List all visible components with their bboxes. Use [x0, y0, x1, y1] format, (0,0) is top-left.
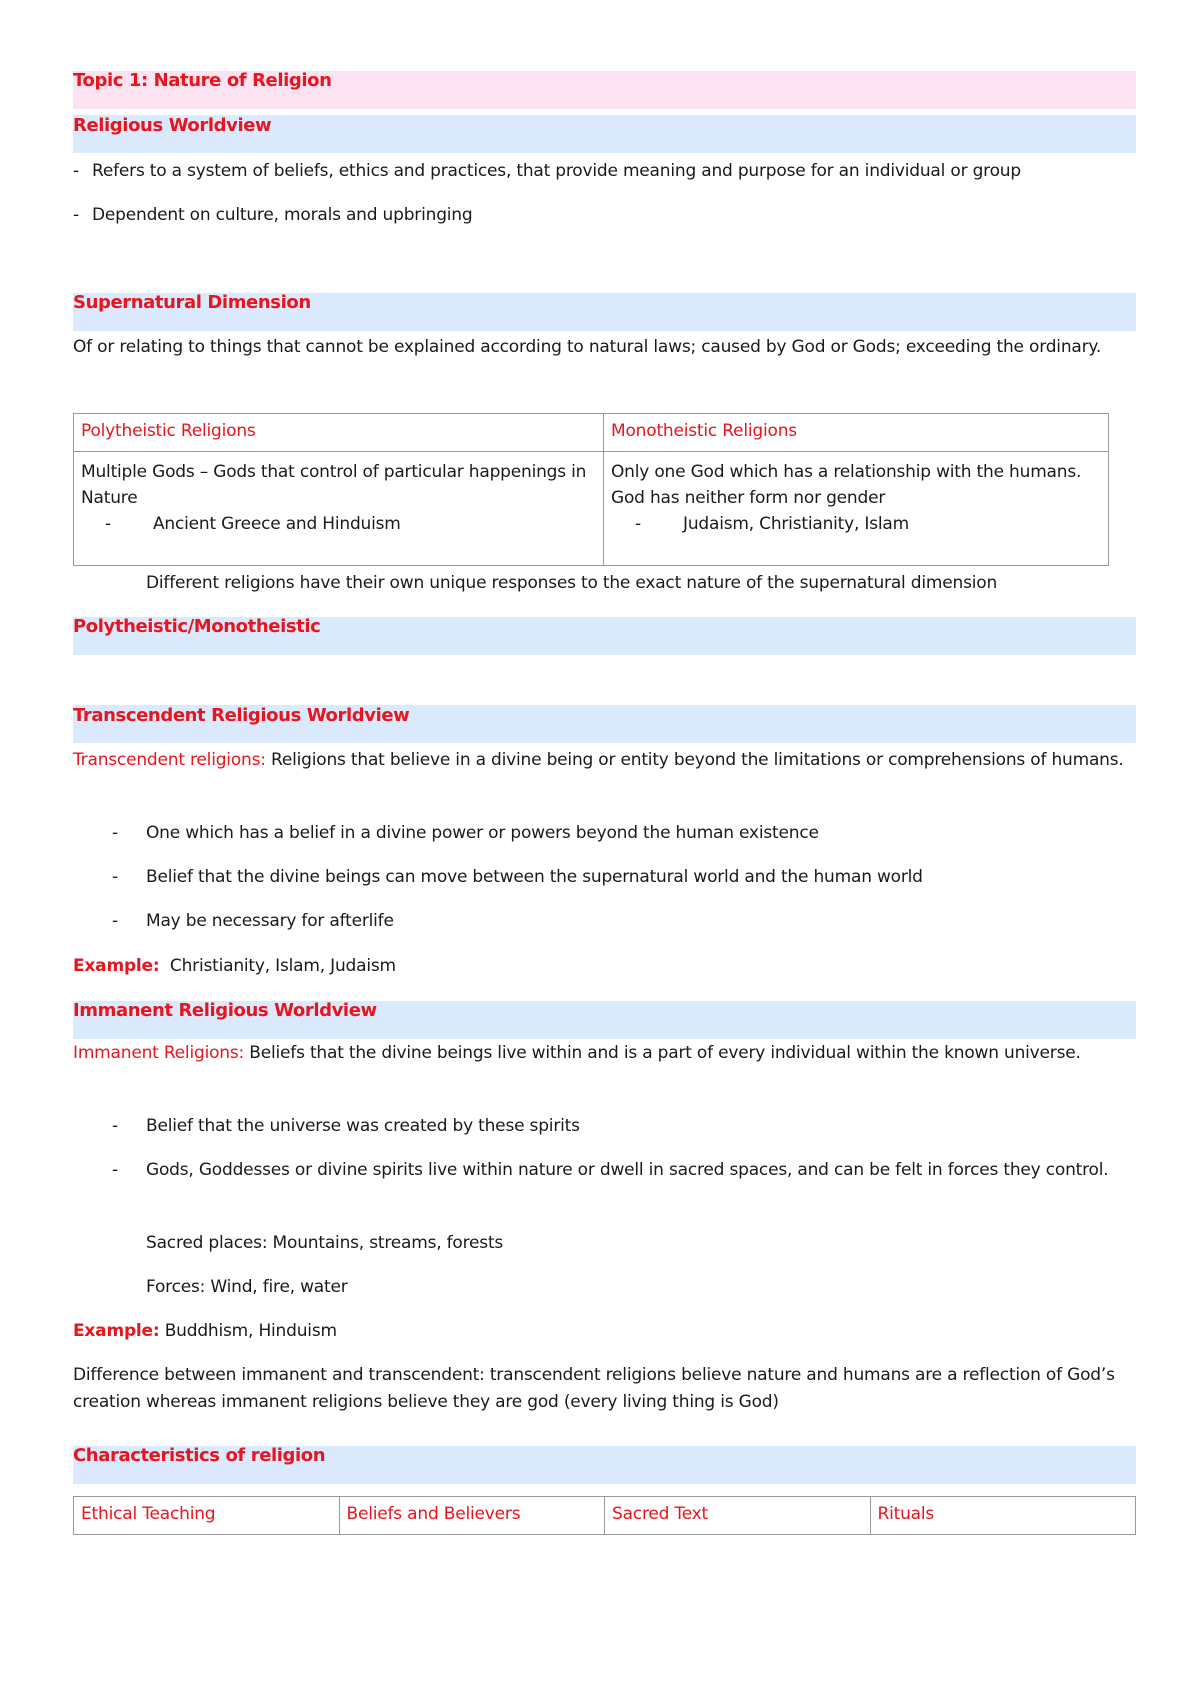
page-title: Topic 1: Nature of Religion: [73, 70, 332, 91]
polytheistic-example: [81, 511, 596, 537]
transcendent-definition: [73, 747, 1136, 774]
dash-icon: -: [73, 161, 80, 181]
polytheistic-header: Polytheistic Religions: [81, 421, 256, 441]
transcendent-heading: Transcendent Religious Worldview: [73, 705, 410, 726]
sacred-places: Sacred places: Mountains, streams, forests: [146, 1233, 504, 1253]
dash-icon: -: [112, 1160, 119, 1180]
monotheistic-example: [611, 511, 1101, 537]
characteristic-cell: [339, 1497, 605, 1535]
dash-icon: -: [105, 514, 111, 534]
forces: Forces: Wind, fire, water: [146, 1277, 348, 1297]
immanent-definition: [73, 1040, 1136, 1067]
immanent-definition-text: Beliefs that the divine beings live within and is a part of every individual within the known universe.: [244, 1043, 1081, 1063]
transcendent-definition-text: Religions that believe in a divine being or entity beyond the limitations or comprehensions of humans.: [265, 750, 1124, 770]
dash-icon: -: [112, 911, 119, 931]
characteristic-cell: [870, 1497, 1136, 1535]
characteristic-sacred-text: Sacred Text: [612, 1504, 709, 1524]
immanent-bullet-1: Belief that the universe was created by these spirits: [146, 1116, 580, 1136]
transcendent-term: Transcendent religions:: [73, 750, 266, 770]
dash-icon: -: [112, 867, 119, 887]
difference-paragraph: Difference between immanent and transcendent: transcendent religions believe nature and humans are a reflection of God’s creation whereas immanent religions believe they are god (every living thing is God): [73, 1365, 1115, 1412]
table-cell: [604, 452, 1109, 566]
example-label: Example:: [73, 956, 160, 976]
immanent-bullet-2: Gods, Goddesses or divine spirits live within nature or dwell in sacred spaces, and can be felt in forces they control.: [146, 1160, 1109, 1180]
immanent-example-text: Buddhism, Hinduism: [159, 1321, 337, 1341]
immanent-example: [73, 1318, 1136, 1345]
characteristics-table: [73, 1496, 1136, 1535]
characteristics-heading: Characteristics of religion: [73, 1445, 326, 1466]
transcendent-bullet-1: One which has a belief in a divine power or powers beyond the human existence: [146, 823, 819, 843]
characteristic-beliefs: Beliefs and Believers: [346, 1504, 521, 1524]
characteristic-cell: [74, 1497, 340, 1535]
monotheistic-description: Only one God which has a relationship with the humans. God has neither form nor gender: [611, 462, 1082, 508]
characteristic-cell: [605, 1497, 871, 1535]
characteristic-ethical-teaching: Ethical Teaching: [81, 1504, 216, 1524]
table-header-cell: [604, 414, 1109, 452]
dash-icon: -: [73, 205, 80, 225]
dash-icon: -: [112, 1116, 119, 1136]
poly-mono-table: [73, 413, 1109, 566]
transcendent-bullet-3: May be necessary for afterlife: [146, 911, 394, 931]
polytheistic-example-text: Ancient Greece and Hinduism: [153, 514, 401, 534]
supernatural-heading: Supernatural Dimension: [73, 292, 311, 313]
transcendent-example-text: Christianity, Islam, Judaism: [159, 956, 396, 976]
supernatural-definition: Of or relating to things that cannot be explained according to natural laws; caused by God or Gods; exceeding the ordinary.: [73, 337, 1102, 357]
worldview-heading: Religious Worldview: [73, 115, 272, 136]
dash-icon: -: [635, 514, 641, 534]
example-label: Example:: [73, 1321, 160, 1341]
worldview-bullet-2: Dependent on culture, morals and upbringing: [92, 205, 473, 225]
worldview-bullet-1: Refers to a system of beliefs, ethics and practices, that provide meaning and purpose for an individual or group: [92, 161, 1021, 181]
dash-icon: -: [112, 823, 119, 843]
polymono-heading: Polytheistic/Monotheistic: [73, 616, 321, 637]
transcendent-bullet-2: Belief that the divine beings can move between the supernatural world and the human world: [146, 867, 923, 887]
transcendent-example: [73, 953, 1136, 980]
table-header-cell: [74, 414, 604, 452]
table-cell: [74, 452, 604, 566]
characteristic-rituals: Rituals: [877, 1504, 935, 1524]
supernatural-note: Different religions have their own unique responses to the exact nature of the supernatural dimension: [146, 573, 998, 593]
monotheistic-header: Monotheistic Religions: [611, 421, 797, 441]
polytheistic-description: Multiple Gods – Gods that control of particular happenings in Nature: [81, 462, 587, 508]
immanent-heading: Immanent Religious Worldview: [73, 1000, 377, 1021]
monotheistic-example-text: Judaism, Christianity, Islam: [683, 514, 909, 534]
immanent-term: Immanent Religions:: [73, 1043, 245, 1063]
